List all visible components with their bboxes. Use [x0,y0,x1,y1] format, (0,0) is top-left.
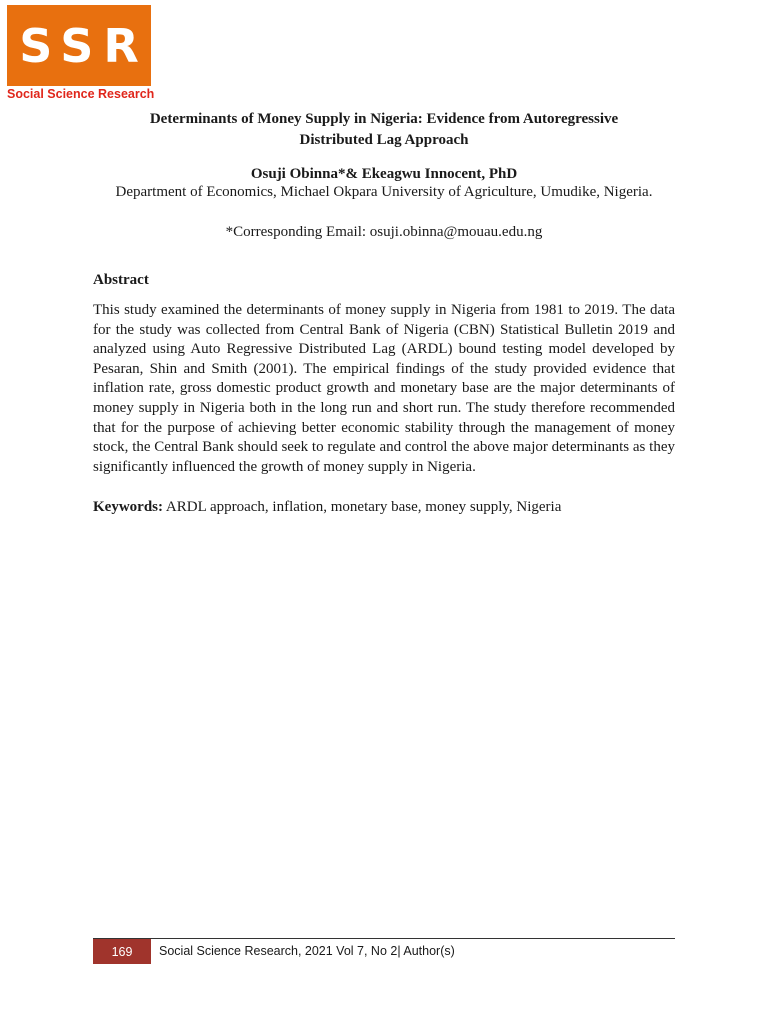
author-affiliation: Department of Economics, Michael Okpara University of Agriculture, Umudike, Nigeria. [115,184,653,200]
page-number: 169 [111,944,133,959]
logo-subtitle: Social Science Research [7,87,155,101]
keywords [93,497,675,517]
paper-authors: Osuji Obinna*& Ekeagwu Innocent, PhD [250,166,518,182]
logo-letters: SSR [19,18,149,73]
keywords-list: ARDL approach, inflation, monetary base, money supply, Nigeria [163,499,562,515]
abstract-heading: Abstract [93,272,149,288]
corresponding-email: *Corresponding Email: osuji.obinna@mouau.edu.ng [225,224,543,240]
footer-divider [93,938,675,939]
paper-title [93,109,675,151]
page-number-badge [93,939,151,964]
abstract-body: This study examined the determinants of money supply in Nigeria from 1981 to 2019. The data for the study was collected from Central Bank of Nigeria (CBN) Statistical Bulletin 2019 and analyzed using Auto Regressive Distributed Lag (ARDL) bound testing model developed by Pesaran, Shin and Smith (2001). The empirical findings of the study provided evidence that inflation rate, gross domestic product growth and monetary base are the major determinants of money supply in Nigeria both in the long run and short run. The study therefore recommended that for the purpose of achieving better economic stability through the management of money stock, the Central Bank should seek to regulate and control the above major determinants as they significantly influenced the growth of money supply in Nigeria. [93,302,675,475]
footer-citation: Social Science Research, 2021 Vol 7, No 2| Author(s) [159,944,455,958]
title-line-2: Distributed Lag Approach [299,132,469,148]
journal-logo [7,5,151,86]
keywords-label: Keywords: [93,499,163,515]
title-line-1: Determinants of Money Supply in Nigeria: Evidence from Autoregressive [149,111,619,127]
